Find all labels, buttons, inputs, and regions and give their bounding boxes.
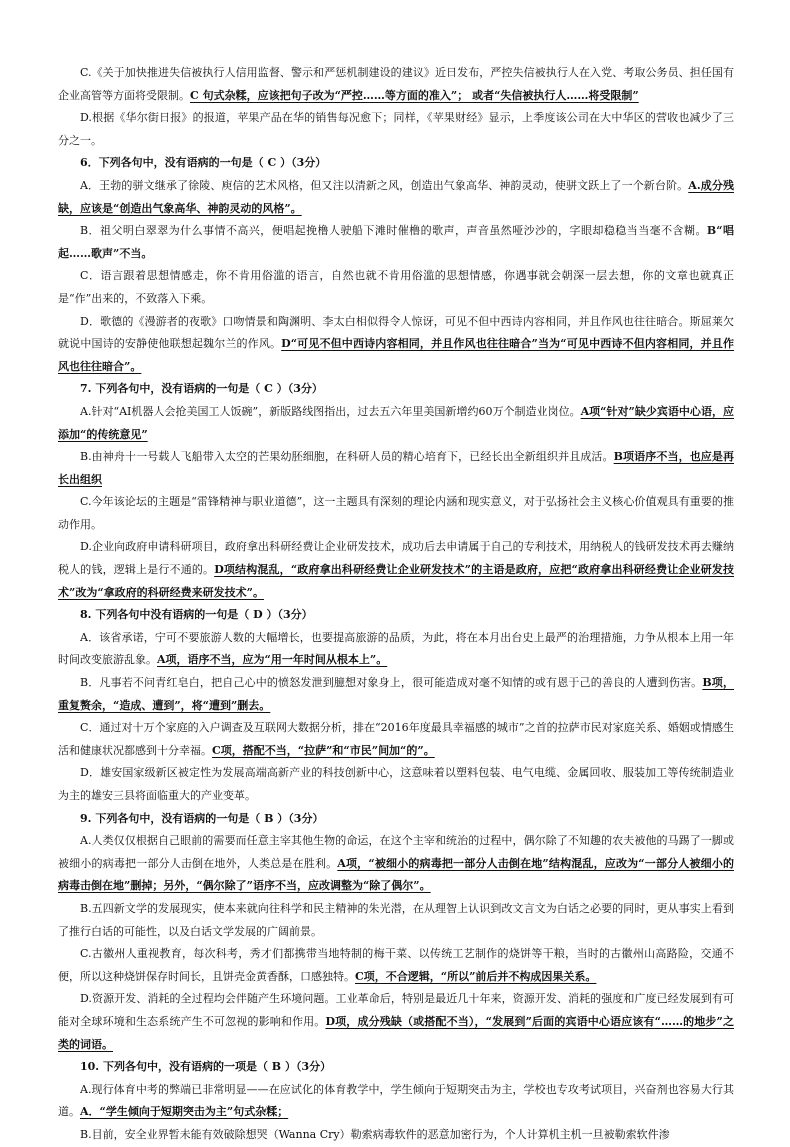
paragraph [58, 943, 734, 988]
answer-explanation: B项语序不当，也应是再长出组织 [58, 450, 735, 486]
paragraph [58, 1079, 734, 1124]
paragraph [58, 401, 734, 446]
paragraph-text: D．歌德的《漫游者的夜歌》口吻情景和陶渊明、李太白相似得令人惊讶，可见不但中西诗内容相同，并且作风也往往暗合。斯屈莱欠就说中国诗的安静使他联想起魏尔兰的作风。 [58, 314, 734, 351]
answer-explanation: A项，“被细小的病毒把一部分人击倒在地”结构混乱，应改为“一部分人被细小的病毒击倒在地”删掉；另外，“偶尔除了”语序不当，应改调整为“除了偶尔”。 [58, 856, 734, 893]
answer-explanation: D项，成分残缺（或搭配不当），“发展到”后面的宾语中心语应该有“……的地步”之类的词语。 [58, 1014, 734, 1051]
answer-explanation: B项，重复赘余，“造成、遭到”，将“遭到”删去。 [58, 676, 734, 712]
paragraph [58, 107, 734, 152]
paragraph-text: B.目前，安全业界暂未能有效破除想哭（Wanna Cry）勒索病毒软件的恶意加密行为，个人计算机主机一旦被勒索软件渗 [80, 1127, 670, 1141]
paragraph-text: C.古徽州人重视教育，每次科考，秀才们都携带当地特制的梅干菜、以传统工艺制作的烧饼等干粮，当时的古徽州山高路险，交通不便，所以这种烧饼保存时间长，且饼壳金黄香酥，口感独特。 [58, 947, 734, 983]
paragraph-text: A．该省承诺，宁可不要旅游人数的大幅增长，也要提高旅游的品质，为此，将在本月出台史上最严的治理措施，力争从根本上用一年时间改变旅游乱象。 [58, 630, 734, 667]
answer-explanation: C项，不合逻辑，“所以”前后并不构成因果关系。 [355, 969, 597, 983]
paragraph-text: A.人类仅仅根据自己眼前的需要而任意主宰其他生物的命运，在这个主宰和统治的过程中，偶尔除了不知趣的农夫被他的马踢了一脚或被细小的病毒把一部分人击倒在地外，人类总是在胜利。 [58, 834, 734, 870]
paragraph-text: C．通过对十万个家庭的入户调查及互联网大数据分析，排在“2016年度最具幸福感的城市”之首的拉萨市民对家庭关系、婚姻或情感生活和健康状况都感到十分幸福。 [58, 721, 734, 757]
paragraph [58, 62, 734, 107]
paragraph-text: C.今年该论坛的主题是“雷锋精神与职业道德”，这一主题具有深刻的理论内涵和现实意义，对于弘扬社会主义核心价值观具有重要的推动作用。 [58, 495, 734, 531]
paragraph [58, 898, 734, 943]
paragraph-text: C.《关于加快推进失信被执行人信用监督、警示和严惩机制建设的建议》近日发布，严控失信被执行人在入党、考取公务员、担任国有企业高管等方面将受限制。 [58, 66, 734, 102]
paragraph [58, 491, 734, 536]
paragraph-text: B．祖父明白翠翠为什么事情不高兴，便唱起挽橹人驶船下滩时催橹的歌声，声音虽然哑沙沙的，字眼却稳稳当当毫不含糊。 [80, 224, 707, 238]
question-stem: ）（3分） [273, 811, 324, 825]
paragraph [58, 446, 734, 491]
paragraph [58, 175, 734, 220]
question-stem: ）（3分） [262, 608, 313, 622]
paragraph [58, 627, 734, 672]
question-stem: C [264, 382, 273, 396]
paragraph [58, 378, 734, 401]
answer-explanation: C项，搭配不当，“拉萨”和“市民”间加“的”。 [212, 743, 435, 757]
paragraph [58, 808, 734, 831]
question-stem: D [253, 608, 263, 622]
paragraph-text: A.针对“AI机器人会抢美国工人饭碗”，新版路线图指出，过去五六年里美国新增约60万个制造业岗位。 [80, 404, 581, 418]
paragraph [58, 311, 734, 379]
question-stem: 9. 下列各句中，没有语病的一句是（ [80, 811, 265, 825]
answer-explanation: A．“学生倾向于短期突击为主”句式杂糅； [80, 1105, 289, 1119]
paragraph-text: B.五四新文学的发展现实，使本来就向往科学和民主精神的朱光潜，在从理智上认识到改文言文为白话之必要的同时，更从事实上看到了推行白话的可能性，以及白话文学发展的广阔前景。 [58, 901, 734, 938]
question-stem: ）（3分） [281, 1060, 332, 1074]
paragraph-text: D．雄安国家级新区被定性为发展高端高新产业的科技创新中心，这意味着以塑料包装、电气电缆、金属回收、服装加工等传统制造业为主的雄安三县将面临重大的产业变革。 [58, 766, 734, 802]
paragraph-text: A.现行体育中考的弊端已非常明显——在应试化的体育教学中，学生倾向于短期突击为主，学校也专攻考试项目，兴奋剂也容易大行其道。 [58, 1082, 734, 1119]
answer-note: B“唱起……歌声”不当。 [58, 224, 734, 260]
question-stem: B [271, 1060, 282, 1074]
paragraph-text: C．语言跟着思想情感走，你不肯用俗滥的语言，自然也就不肯用俗滥的思想情感，你遇事就会朝深一层去想，你的文章也就真正是“作”出来的，不致落入下乘。 [58, 269, 734, 305]
paragraph [58, 536, 734, 604]
paragraph [58, 762, 734, 807]
paragraph-text: B．凡事若不问青红皂白，把自己心中的愤怒发泄到臆想对象身上，很可能造成对毫不知情的或有恩于己的善良的人遭到伤害。 [80, 676, 703, 690]
paragraph [58, 830, 734, 898]
answer-explanation: C 句式杂糅，应该把句子改为“严控……等方面的准入”； 或者“失信被执行人……将受限制” [190, 88, 639, 102]
answer-explanation: D“可见不但中西诗内容相同，并且作风也往往暗合”当为“可见中西诗不但内容相同，并且作风也往往暗合”。 [58, 337, 734, 373]
paragraph [58, 1056, 734, 1079]
paragraph [58, 1124, 734, 1147]
paragraph [58, 152, 734, 175]
question-stem: 10. 下列各句中，没有语病的一项是（ [80, 1060, 272, 1074]
question-stem: B [264, 811, 274, 825]
paragraph-text: A．王勃的骈文继承了徐陵、庾信的艺术风格，但又注以清新之风，创造出气象高华、神韵灵动，使骈文跃上了一个新台阶。 [80, 178, 689, 192]
paragraph [58, 672, 734, 717]
question-stem: ）（3分） [272, 382, 323, 396]
answer-explanation: D项结构混乱，“政府拿出科研经费让企业研发技术”的主语是政府，应把“政府拿出科研经费让企业研发技术”改为“拿政府的科研经费来研发技术”。 [58, 563, 735, 599]
paragraph-text: B.由神舟十一号载人飞船带入太空的芒果幼胚细胞，在科研人员的精心培育下，已经长出全新组织并且成活。 [80, 450, 614, 464]
question-stem: 7. 下列各句中，没有语病的一句是（ [80, 382, 265, 396]
answer-explanation: A项，语序不当，应为“用一年时间从根本上”。 [157, 653, 388, 667]
paragraph-text: D.根据《华尔街日报》的报道，苹果产品在华的销售每况愈下；同样，《苹果财经》显示，上季度该公司在大中华区的营收也减少了三分之一。 [58, 111, 734, 147]
paragraph-text: D.资源开发、消耗的全过程均会伴随产生环境问题。工业革命后，特别是最近几十年来，资源开发、消耗的强度和广度已经发展到有可能对全球环境和生态系统产生不可忽视的影响和作用。 [58, 992, 734, 1028]
answer-explanation: A.成分残缺，应该是“创造出气象高华、神韵灵动的风格”。 [58, 178, 734, 215]
answer-explanation: A项“针对”缺少宾语中心语，应添加“的传统意见” [58, 404, 734, 441]
question-stem: 8. 下列各句中没有语病的一句是（ [80, 608, 254, 622]
paragraph [58, 604, 734, 627]
paragraph-text: D.企业向政府申请科研项目，政府拿出科研经费让企业研发技术，成功后去申请属于自己的专利技术，用纳税人的钱研发技术再去赚纳税人的钱，逻辑上是行不通的。 [58, 540, 734, 577]
question-stem: ）（3分） [276, 156, 327, 170]
question-stem: C [267, 156, 277, 170]
paragraph [58, 717, 734, 762]
paragraph [58, 220, 734, 265]
paragraph [58, 265, 734, 310]
paragraph [58, 988, 734, 1056]
question-stem: 6．下列各句中，没有语病的一句是（ [80, 156, 268, 170]
